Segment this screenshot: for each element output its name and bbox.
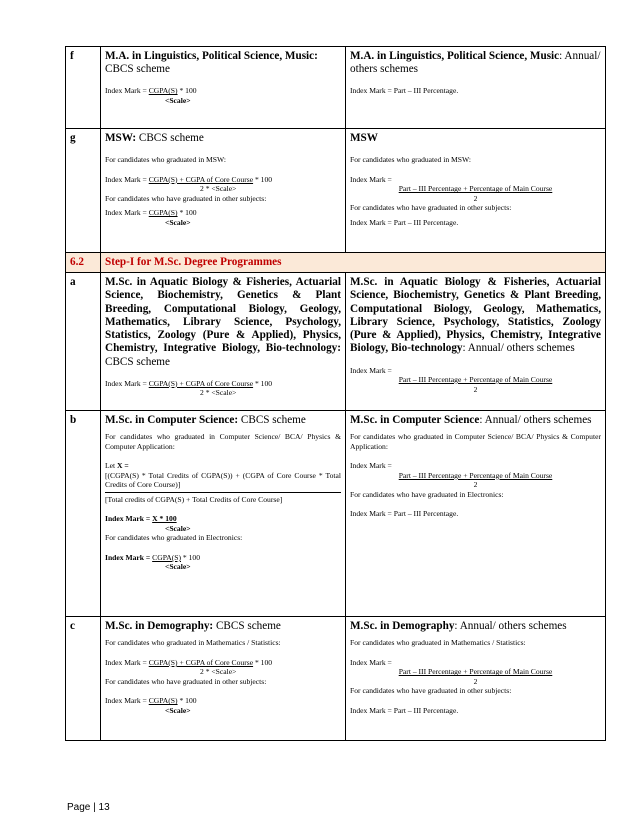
cbcs-cell [101, 129, 346, 253]
condition-text: For candidates who graduated in Computer Science/ BCA/ Physics & Computer Application: [105, 432, 341, 451]
formula-numerator: CGPA(S) [152, 552, 181, 562]
formula-text: * 100 [177, 696, 197, 706]
table-row [66, 129, 606, 253]
formula-text: * 100 [177, 86, 197, 96]
formula-text: Index Mark = Part – III Percentage. [350, 705, 459, 715]
eligibility-table [65, 46, 606, 741]
cell-heading: MSW: [105, 132, 137, 144]
formula-text: Index Mark = [350, 365, 392, 375]
formula-numerator: Part – III Percentage + Percentage of Main Course [398, 375, 553, 385]
formula-text: Index Mark = [350, 174, 392, 184]
page-footer: Page | 13 [67, 802, 110, 813]
condition-text: For candidates who have graduated in other subjects: [350, 686, 512, 696]
cbcs-cell [101, 617, 346, 741]
formula-denominator: 2 * <Scale> [200, 388, 237, 398]
annual-cell [346, 47, 606, 129]
formula-text: * 100 [253, 378, 273, 388]
cell-heading: M.A. in Linguistics, Political Science, Music: [105, 50, 318, 62]
formula-text: Index Mark = [105, 657, 149, 667]
row-letter: g [66, 129, 101, 253]
cell-heading: M.A. in Linguistics, Political Science, Music [350, 50, 560, 62]
formula-text: Index Mark = [105, 86, 149, 96]
formula-text: Index Mark = Part – III Percentage. [350, 217, 459, 227]
cell-heading-rest: CBCS scheme [213, 620, 281, 633]
cell-heading: M.Sc. in Demography: [105, 620, 214, 633]
condition-text: For candidates who graduated in Mathematics / Statistics: [350, 638, 526, 648]
section-title: Step-I for M.Sc. Degree Programmes [101, 253, 606, 273]
formula-denominator: 2 * <Scale> [200, 184, 237, 194]
formula-numerator: X * 100 [152, 514, 177, 524]
condition-text: For candidates who graduated in Mathematics / Statistics: [105, 638, 281, 648]
formula-numerator: CGPA(S) [148, 208, 178, 218]
row-letter: c [66, 617, 101, 741]
formula-numerator: CGPA(S) + CGPA of Core Course [148, 657, 254, 667]
cbcs-cell [101, 411, 346, 617]
formula-text: Index Mark = [350, 657, 392, 667]
formula-numerator: Part – III Percentage + Percentage of Main Course [398, 470, 553, 480]
cell-heading: M.Sc. in Demography [350, 620, 455, 633]
formula-text: Index Mark = [105, 696, 149, 706]
annual-cell [346, 617, 606, 741]
condition-text: For candidates who have graduated in other subjects: [105, 193, 267, 203]
cbcs-cell [101, 273, 346, 411]
cell-heading: M.Sc. in Computer Science: [105, 414, 239, 427]
cell-heading-rest: CBCS scheme [105, 355, 170, 368]
cell-heading: M.Sc. in Aquatic Biology & Fisheries, Actuarial Science, Biochemistry, Genetics & Plant Breeding, Computational Biology, Geology, Mathematics, Library Science, Psychology, Statistics, Zoology (Pure & Applied), Physics, Chemistry, Integrative Biology, Bio-technology [350, 276, 601, 355]
formula-text: Index Mark = [105, 174, 149, 184]
annual-cell [346, 411, 606, 617]
formula-denominator: <Scale> [165, 523, 191, 533]
formula-denominator: <Scale> [165, 217, 191, 227]
condition-text: For candidates who have graduated in other subjects: [350, 203, 512, 213]
cell-heading-rest: : Annual/ others schemes [350, 50, 601, 76]
cell-heading-rest: : Annual/ others schemes [462, 342, 575, 355]
cell-heading-rest: : Annual/ others schemes [479, 414, 592, 427]
formula-denominator: 2 [473, 480, 478, 490]
formula-denominator: [Total credits of CGPA(S) + Total Credits of Core Course] [105, 494, 283, 504]
annual-cell [346, 273, 606, 411]
table-row [66, 617, 606, 741]
formula-denominator: 2 [473, 676, 478, 686]
row-letter: f [66, 47, 101, 129]
formula-denominator: <Scale> [165, 95, 191, 105]
formula-numerator: CGPA(S) + CGPA of Core Course [148, 378, 254, 388]
condition-text: For candidates who graduated in MSW: [105, 155, 226, 165]
cbcs-cell [101, 47, 346, 129]
annual-cell [346, 129, 606, 253]
cell-heading: M.Sc. in Computer Science [350, 414, 480, 427]
formula-text: Let [105, 461, 118, 471]
formula-text: Index Mark = Part – III Percentage. [350, 86, 459, 96]
cell-heading-rest: CBCS scheme [238, 414, 306, 427]
table-row [66, 273, 606, 411]
condition-text: For candidates who have graduated in Electronics: [350, 489, 504, 499]
formula-denominator: 2 [473, 384, 478, 394]
condition-text: For candidates who graduated in MSW: [350, 155, 471, 165]
row-letter: a [66, 273, 101, 411]
formula-text: * 100 [181, 552, 200, 562]
formula-text: * 100 [253, 657, 273, 667]
formula-text: Index Mark = [105, 552, 153, 562]
section-number: 6.2 [66, 253, 101, 273]
formula-numerator: [(CGPA(S) * Total Credits of CGPA(S)) + (CGPA of Core Course * Total Credits of Core Course)] [105, 470, 341, 490]
fraction-bar [105, 492, 341, 493]
cell-heading-rest: : Annual/ others schemes [454, 620, 567, 633]
formula-text: Index Mark = [105, 378, 149, 388]
formula-text: Index Mark = [105, 208, 149, 218]
row-letter: b [66, 411, 101, 617]
formula-numerator: CGPA(S) [148, 86, 178, 96]
condition-text: For candidates who graduated in Electronics: [105, 533, 243, 543]
table-row [66, 411, 606, 617]
formula-denominator: <Scale> [165, 562, 191, 572]
table-row [66, 47, 606, 129]
cell-heading: MSW [350, 132, 378, 144]
formula-variable: X = [117, 461, 129, 471]
section-header-row [66, 253, 606, 273]
condition-text: For candidates who graduated in Computer Science/ BCA/ Physics & Computer Application: [350, 432, 601, 451]
formula-text: Index Mark = [105, 514, 153, 524]
formula-denominator: <Scale> [165, 705, 191, 715]
formula-numerator: CGPA(S) [148, 696, 178, 706]
cell-heading: M.Sc. in Aquatic Biology & Fisheries, Actuarial Science, Biochemistry, Genetics & Plant Breeding, Computational Biology, Geology, Mathematics, Library Science, Psychology, Statistics, Zoology (Pure & Applied), Physics, Chemistry, Integrative Biology, Bio-technology: [105, 276, 341, 355]
condition-text: For candidates who have graduated in other subjects: [105, 676, 267, 686]
formula-denominator: 2 * <Scale> [200, 667, 237, 677]
formula-text: Index Mark = Part – III Percentage. [350, 509, 459, 519]
formula-numerator: Part – III Percentage + Percentage of Main Course [398, 184, 553, 194]
formula-text: * 100 [177, 208, 197, 218]
formula-text: Index Mark = [350, 461, 392, 471]
formula-text: * 100 [253, 174, 273, 184]
cell-heading-rest: CBCS scheme [105, 63, 170, 76]
cell-heading-rest: CBCS scheme [136, 132, 204, 144]
formula-numerator: Part – III Percentage + Percentage of Main Course [398, 667, 553, 677]
formula-numerator: CGPA(S) + CGPA of Core Course [148, 174, 254, 184]
formula-denominator: 2 [473, 193, 478, 203]
